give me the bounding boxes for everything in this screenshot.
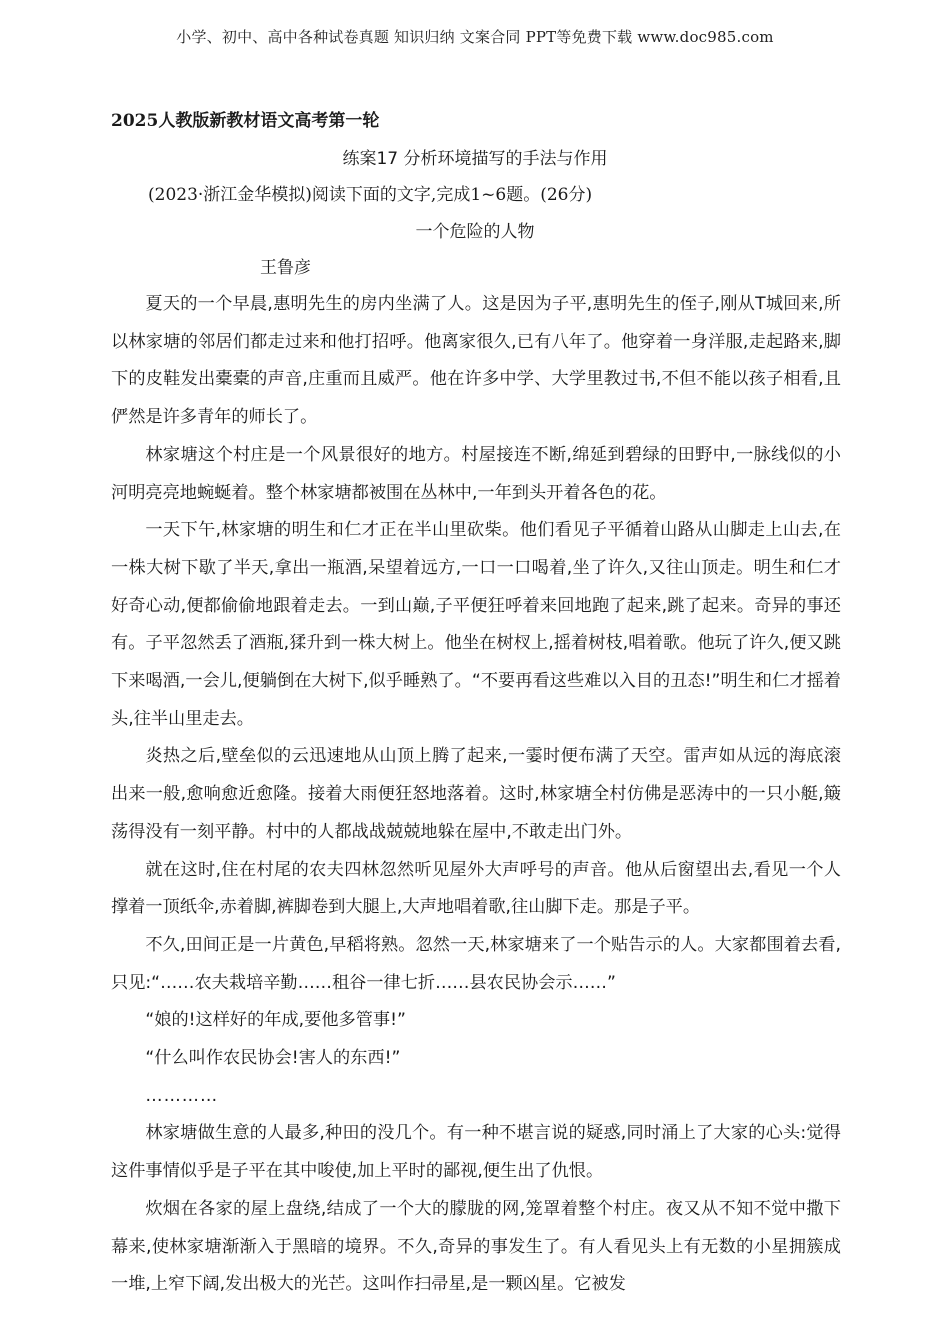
paragraph: 炊烟在各家的屋上盘绕,结成了一个大的朦胧的网,笼罩着整个村庄。夜又从不知不觉中撒下幕来,使林家塘渐渐入于黑暗的境界。不久,奇异的事发生了。有人看见头上有无数的小星拥簇成一堆,上窄下阔,发出极大的光芒。这叫作扫帚星,是一颗凶星。它被发 xyxy=(111,1198,841,1295)
paragraph: 一天下午,林家塘的明生和仁才正在半山里砍柴。他们看见子平循着山路从山脚走上山去,在一株大树下歇了半天,拿出一瓶酒,呆望着远方,一口一口喝着,坐了许久,又往山顶走。明生和仁才好奇心动,便都偷偷地跟着走去。一到山巅,子平便狂呼着来回地跑了起来,跳了起来。奇异的事还有。子平忽然丢了酒瓶,猱升到一株大树上。他坐在树杈上,摇着树枝,唱着歌。他玩了许久,便又跳下来喝酒,一会儿,便躺倒在大树下,似乎睡熟了。“不要再看这些难以入目的丑态!”明生和仁才摇着头,往半山里走去。 xyxy=(111,520,841,729)
page-header: 小学、初中、高中各种试卷真题 知识归纳 文案合同 PPT等免费下载 www.doc985.com xyxy=(176,28,774,46)
paragraph: 林家塘这个村庄是一个风景很好的地方。村屋接连不断,绵延到碧绿的田野中,一脉线似的小河明亮亮地蜿蜒着。整个林家塘都被围在丛林中,一年到头开着各色的花。 xyxy=(111,444,841,503)
paragraph: 炎热之后,壁垒似的云迅速地从山顶上腾了起来,一霎时便布满了天空。雷声如从远的海底滚出来一般,愈响愈近愈隆。接着大雨便狂怒地落着。这时,林家塘全村仿佛是恶涛中的一只小艇,簸荡得没有一刻平静。村中的人都战战兢兢地躲在屋中,不敢走出门外。 xyxy=(111,746,841,842)
exercise-title: 练案17 分析环境描写的手法与作用 xyxy=(342,149,608,169)
dialogue-line: “什么叫作农民协会!害人的东西!” xyxy=(145,1048,401,1069)
article-author: 王鲁彦 xyxy=(260,258,311,278)
article-body xyxy=(111,286,841,1304)
paragraph: 就在这时,住在村尾的农夫四林忽然听见屋外大声呼号的声音。他从后窗望出去,看见一个人撑着一顶纸伞,赤着脚,裤脚卷到大腿上,大声地唱着歌,往山脚下走。那是子平。 xyxy=(111,859,841,918)
dialogue-line: “娘的!这样好的年成,要他多管事!” xyxy=(145,1010,406,1031)
ellipsis-separator: ………… xyxy=(145,1085,219,1106)
book-title: 2025人教版新教材语文高考第一轮 xyxy=(111,111,380,131)
article-title: 一个危险的人物 xyxy=(415,222,535,242)
paragraph: 不久,田间正是一片黄色,早稻将熟。忽然一天,林家塘来了一个贴告示的人。大家都围着去看,只见:“……农夫栽培辛勤……租谷一律七折……县农民协会示……” xyxy=(111,934,841,993)
paragraph: 林家塘做生意的人最多,种田的没几个。有一种不堪言说的疑惑,同时涌上了大家的心头:觉得这件事情似乎是子平在其中唆使,加上平时的鄙视,便生出了仇恨。 xyxy=(111,1123,841,1182)
question-instruction: (2023·浙江金华模拟)阅读下面的文字,完成1~6题。(26分) xyxy=(148,185,593,205)
paragraph: 夏天的一个早晨,惠明先生的房内坐满了人。这是因为子平,惠明先生的侄子,刚从T城回来,所以林家塘的邻居们都走过来和他打招呼。他离家很久,已有八年了。他穿着一身洋服,走起路来,脚下的皮鞋发出橐橐的声音,庄重而且威严。他在许多中学、大学里教过书,不但不能以孩子相看,且俨然是许多青年的师长了。 xyxy=(111,294,841,428)
